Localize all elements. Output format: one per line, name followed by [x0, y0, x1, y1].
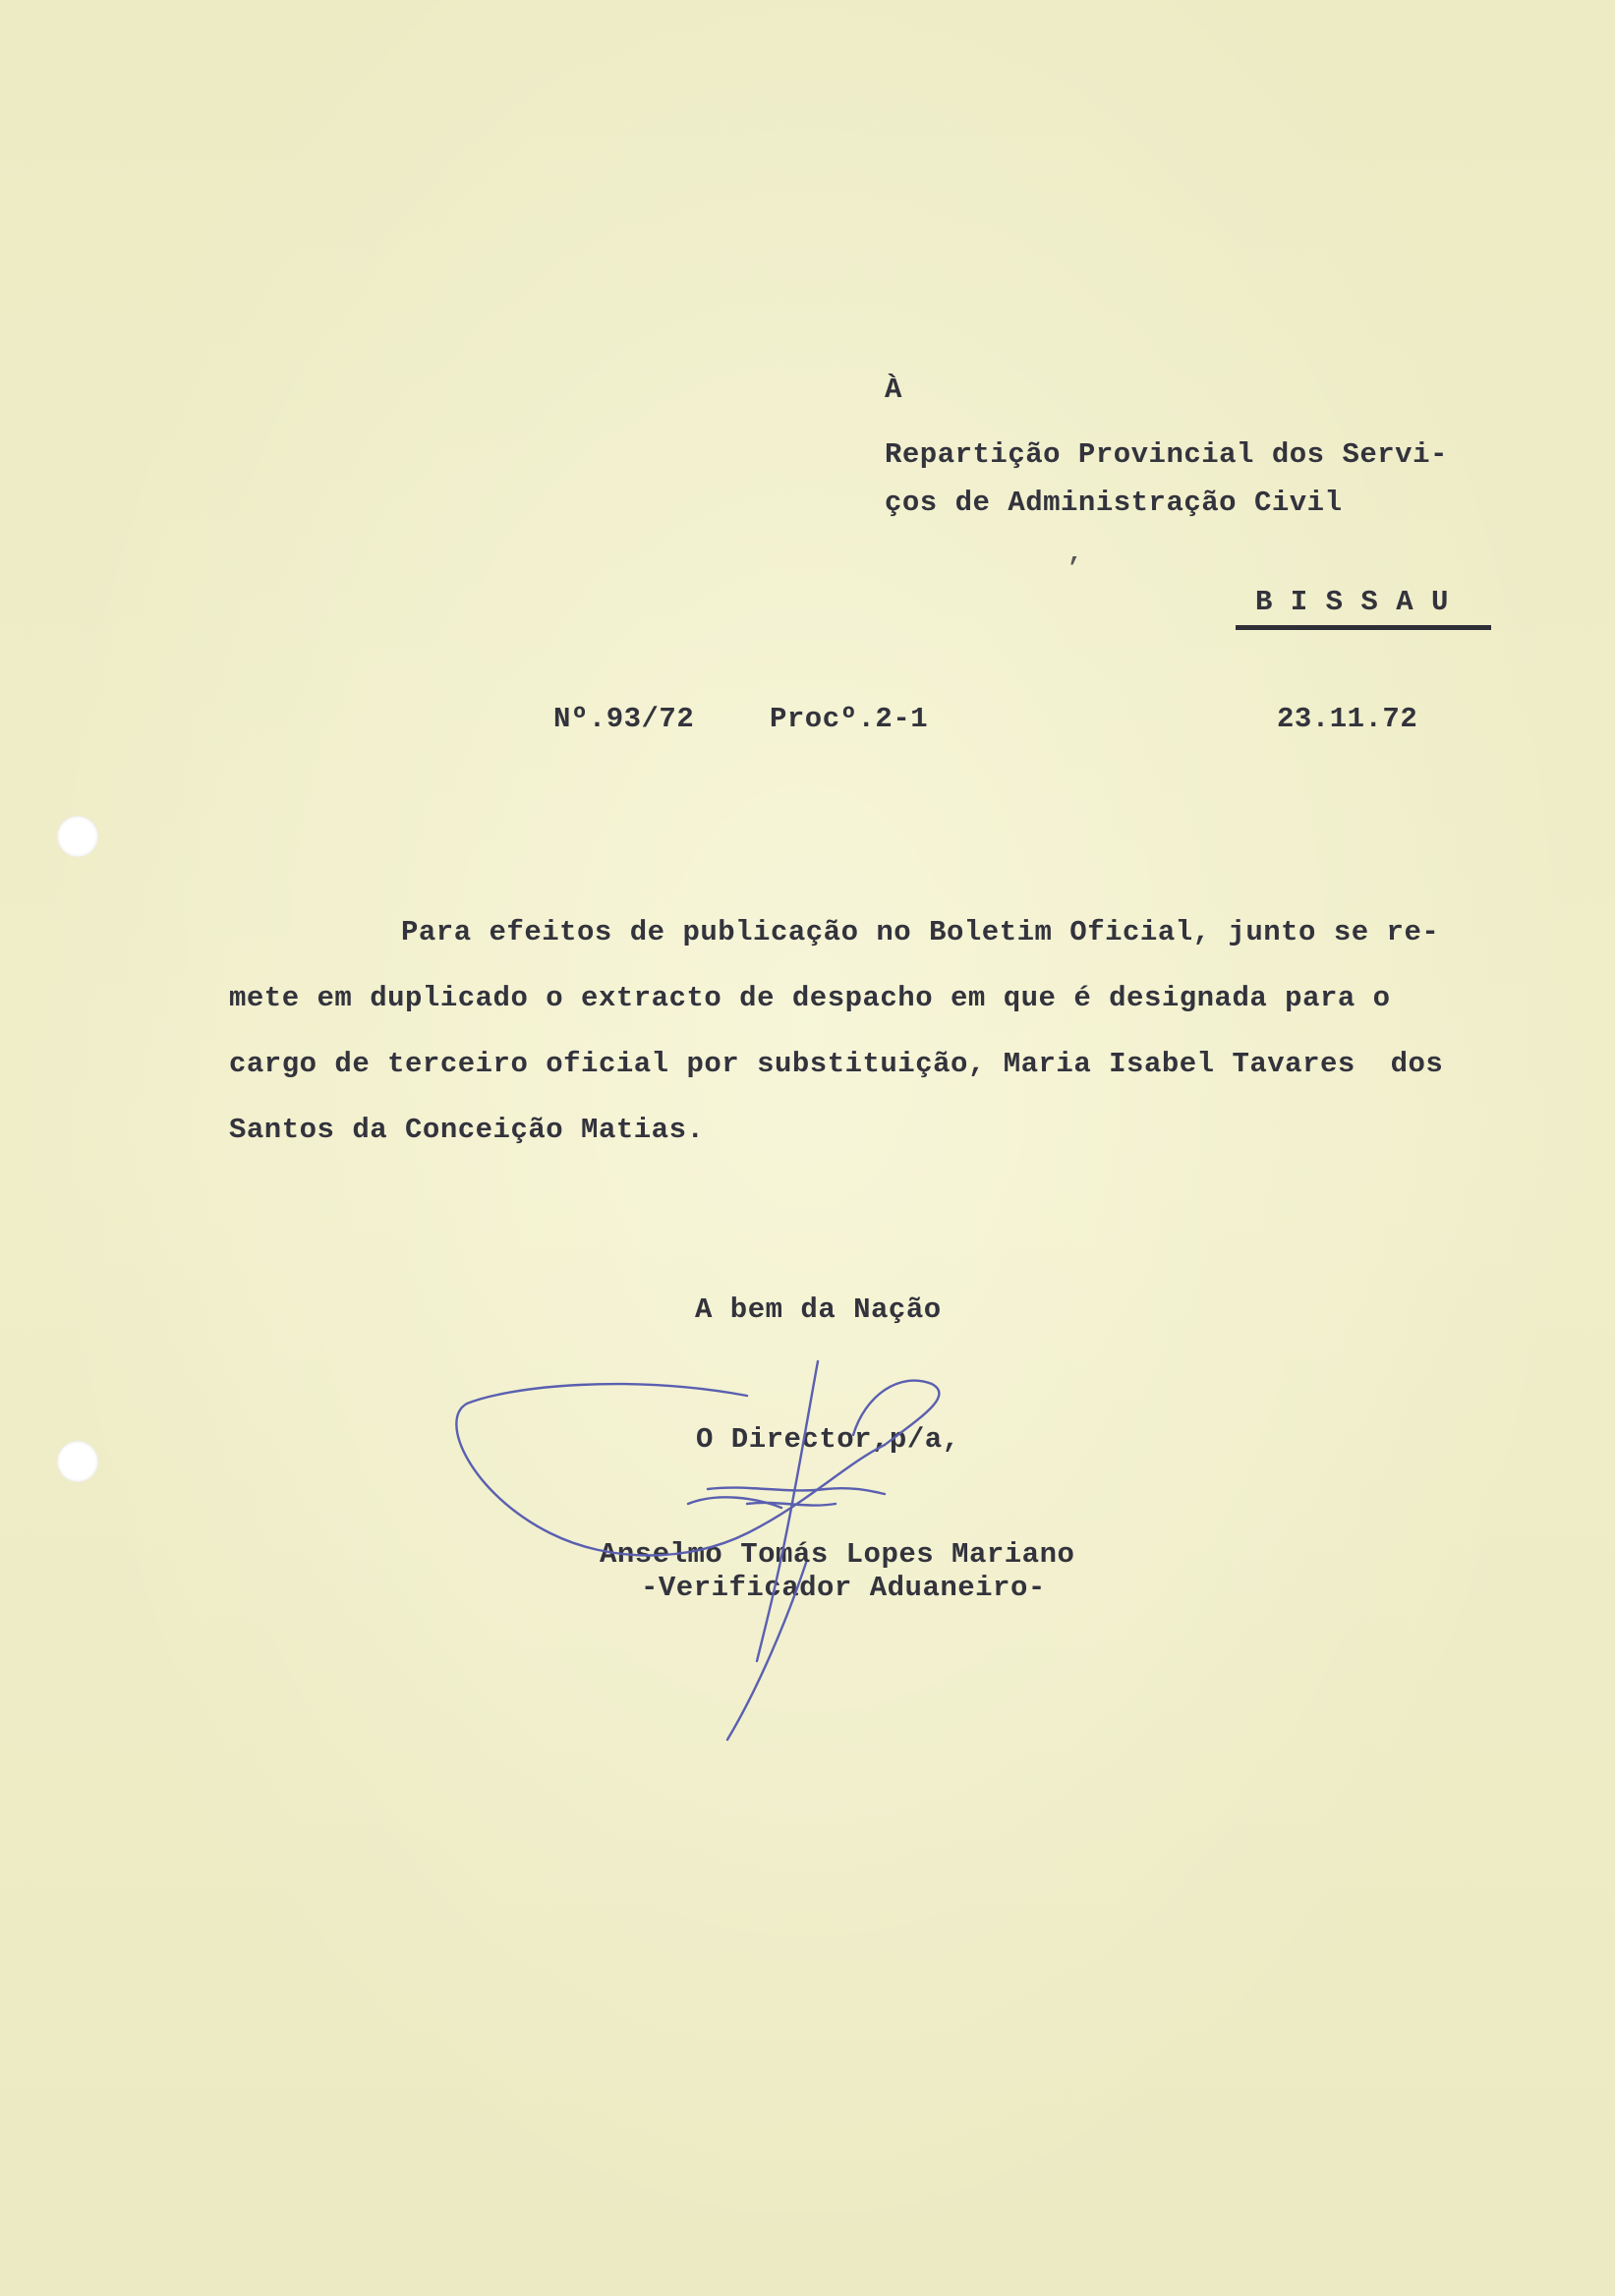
salutation: A bem da Nação: [695, 1293, 942, 1326]
body-line-4: Santos da Conceição Matias.: [229, 1114, 705, 1146]
punch-hole-bottom: [57, 1441, 98, 1482]
process-number: Procº.2-1: [770, 703, 929, 735]
signatory-role: -Verificador Aduaneiro-: [641, 1572, 1046, 1604]
recipient-city: B I S S A U: [1255, 586, 1449, 618]
signatory-name: Anselmo Tomás Lopes Mariano: [600, 1538, 1075, 1571]
city-underline: [1236, 625, 1491, 630]
body-line-1: Para efeitos de publicação no Boletim Oficial, junto se re-: [401, 916, 1440, 948]
recipient-prefix: À: [885, 373, 902, 406]
punch-hole-top: [57, 816, 98, 857]
body-line-3: cargo de terceiro oficial por substituição, Maria Isabel Tavares dos: [229, 1048, 1444, 1080]
body-line-2: mete em duplicado o extracto de despacho em que é designada para o: [229, 982, 1391, 1014]
reference-number: Nº.93/72: [553, 703, 695, 735]
recipient-line-2: ços de Administração Civil: [885, 487, 1343, 519]
recipient-line-1: Repartição Provincial dos Servi-: [885, 438, 1448, 471]
signatory-title: O Director,p/a,: [696, 1423, 960, 1456]
stray-mark: ,: [1067, 539, 1083, 568]
document-date: 23.11.72: [1277, 703, 1418, 735]
